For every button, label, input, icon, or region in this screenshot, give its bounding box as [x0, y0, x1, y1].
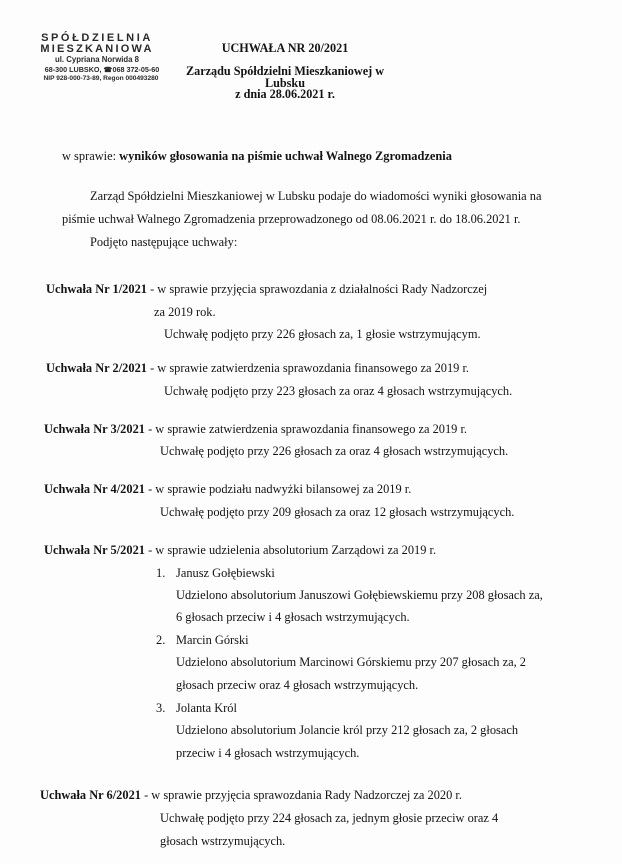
list-number: 2. — [156, 633, 166, 647]
resolution-4-heading — [44, 483, 411, 495]
resolution-1-subject: - w sprawie przyjęcia sprawozdania z działalności Rady Nadzorczej — [146, 282, 488, 296]
intro-line-2: piśmie uchwał Walnego Zgromadzenia przeprowadzonego od 08.06.2021 r. do 18.06.2021 r. — [62, 212, 521, 226]
resolution-6-result-line-2: głosach wstrzymujących. — [160, 834, 286, 848]
company-stamp — [22, 32, 172, 83]
resolution-3-label: Uchwała Nr 3/2021 — [44, 422, 145, 436]
stamp-line-3: ul. Cypriana Norwida 8 — [54, 55, 140, 64]
resolution-4-subject: - w sprawie podziału nadwyżki bilansowej za 2019 r. — [144, 482, 412, 496]
resolution-1-label: Uchwała Nr 1/2021 — [46, 282, 147, 296]
stamp-line-2: MIESZKANIOWA — [40, 43, 154, 55]
resolution-2-label: Uchwała Nr 2/2021 — [46, 361, 147, 375]
board-member-3-name — [156, 702, 237, 714]
stamp-line-5: NIP 928-000-73-89, Regon 000493280 — [43, 75, 159, 82]
intro-line-1: Zarząd Spółdzielni Mieszkaniowej w Lubsku podaje do wiadomości wyniki głosowania na — [90, 189, 542, 203]
resolution-2-heading — [46, 362, 469, 374]
subject-prefix: w sprawie: — [62, 149, 120, 163]
document-title: UCHWAŁA NR 20/2021 — [221, 41, 349, 55]
resolution-6-heading — [40, 789, 462, 801]
stamp-line-1: SPÓŁDZIELNIA — [41, 32, 153, 44]
resolution-3-result: Uchwałę podjęto przy 226 głosach za oraz 4 głosach wstrzymujących. — [160, 444, 509, 458]
board-member-1-line-2: 6 głosach przeciw i 4 głosach wstrzymujących. — [176, 610, 410, 624]
board-member-3-line-1: Udzielono absolutorium Jolancie król przy 212 głosach za, 2 głosach — [176, 723, 519, 737]
resolution-5-heading — [44, 544, 436, 556]
resolution-2-subject: - w sprawie zatwierdzenia sprawozdania finansowego za 2019 r. — [146, 361, 469, 375]
board-member-3-line-2: przeciw i 4 głosach wstrzymujących. — [176, 746, 360, 760]
resolution-2-result: Uchwałę podjęto przy 223 głosach za oraz 4 głosach wstrzymujących. — [164, 384, 513, 398]
member-name: Janusz Gołębiewski — [176, 566, 275, 580]
list-number: 3. — [156, 701, 166, 715]
resolution-1-line-2: za 2019 rok. — [154, 305, 216, 319]
resolution-3-subject: - w sprawie zatwierdzenia sprawozdania finansowego za 2019 r. — [144, 422, 467, 436]
document-date: z dnia 28.06.2021 r. — [235, 87, 335, 101]
resolution-1-result: Uchwałę podjęto przy 226 głosach za, 1 głosie wstrzymującym. — [164, 327, 481, 341]
resolution-6-label: Uchwała Nr 6/2021 — [40, 788, 141, 802]
document-subtitle: Zarządu Spółdzielni Mieszkaniowej w Lubsku — [185, 64, 385, 91]
board-member-2-name — [156, 634, 249, 646]
intro-line-3: Podjęto następujące uchwały: — [90, 235, 238, 249]
resolution-4-label: Uchwała Nr 4/2021 — [44, 482, 145, 496]
resolution-6-result-line-1: Uchwałę podjęto przy 224 głosach za, jednym głosie przeciw oraz 4 — [160, 811, 499, 825]
board-member-1-line-1: Udzielono absolutorium Januszowi Gołębiewskiemu przy 208 głosach za, — [176, 588, 543, 602]
resolution-6-subject: - w sprawie przyjęcia sprawozdania Rady Nadzorczej za 2020 r. — [140, 788, 462, 802]
member-name: Jolanta Król — [176, 701, 237, 715]
resolution-5-label: Uchwała Nr 5/2021 — [44, 543, 145, 557]
board-member-2-line-2: głosach przeciw oraz 4 głosach wstrzymujących. — [176, 678, 419, 692]
resolution-4-result: Uchwałę podjęto przy 209 głosach za oraz 12 głosach wstrzymujących. — [160, 505, 515, 519]
subject-line — [62, 150, 452, 162]
resolution-3-heading — [44, 423, 467, 435]
board-member-1-name — [156, 567, 275, 579]
resolution-5-subject: - w sprawie udzielenia absolutorium Zarządowi za 2019 r. — [144, 543, 437, 557]
list-number: 1. — [156, 566, 166, 580]
member-name: Marcin Górski — [176, 633, 249, 647]
stamp-line-4: 68-300 LUBSKO, ☎068 372-05-60 — [44, 65, 160, 74]
subject-text: wyników głosowania na piśmie uchwał Walnego Zgromadzenia — [119, 149, 452, 163]
document-header — [180, 42, 390, 111]
board-member-2-line-1: Udzielono absolutorium Marcinowi Górskiemu przy 207 głosach za, 2 — [176, 655, 526, 669]
resolution-1-heading — [46, 283, 487, 295]
